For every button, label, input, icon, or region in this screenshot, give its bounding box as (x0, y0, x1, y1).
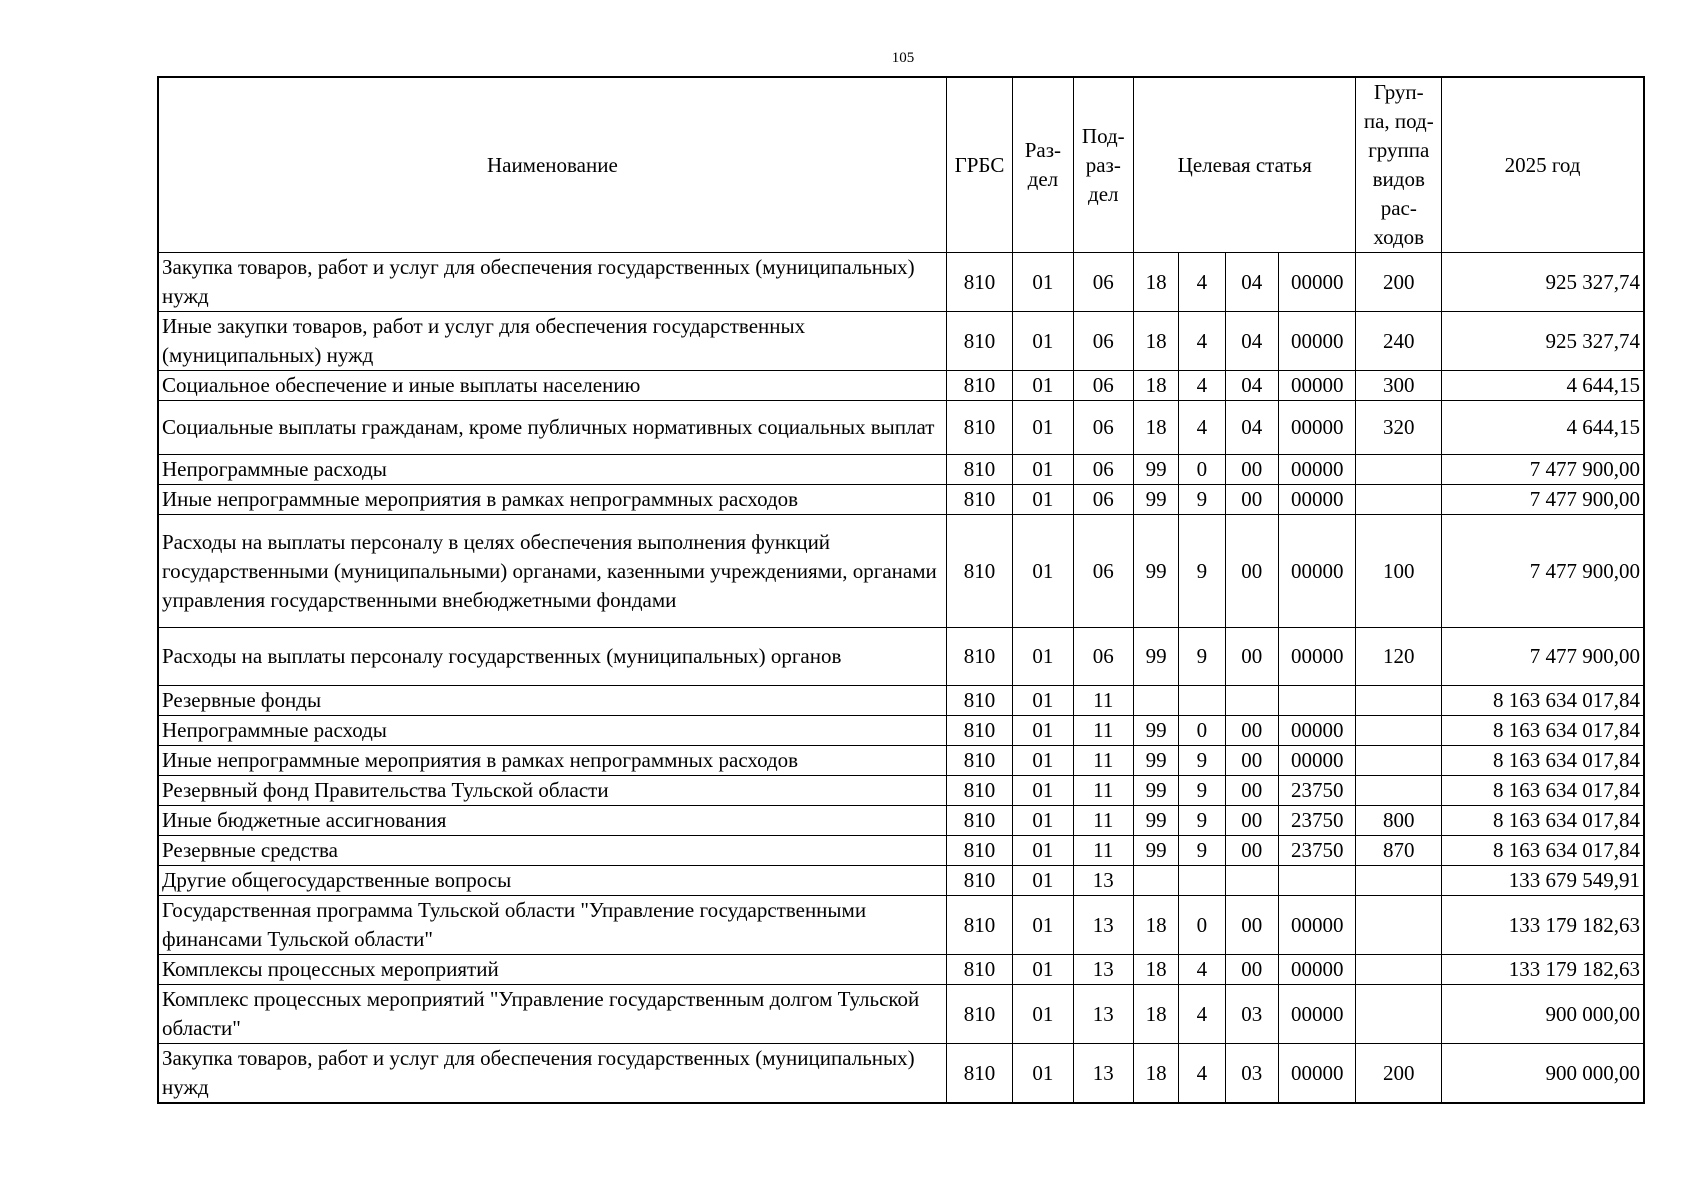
row-target-program-cell: 99 (1133, 485, 1178, 515)
row-target-program-cell (1133, 866, 1178, 896)
row-amount-cell: 900 000,00 (1442, 1044, 1644, 1104)
row-target-program-cell: 99 (1133, 836, 1178, 866)
row-target-program-cell: 99 (1133, 455, 1178, 485)
row-expense-group-cell (1356, 955, 1442, 985)
row-target-program-cell: 18 (1133, 312, 1178, 371)
row-amount-cell: 8 163 634 017,84 (1442, 806, 1644, 836)
table-row (158, 401, 1644, 455)
row-razdel-cell: 01 (1013, 746, 1073, 776)
row-grbs-cell: 810 (946, 515, 1012, 628)
row-target-direction-cell: 00000 (1278, 746, 1356, 776)
row-target-direction-cell: 00000 (1278, 896, 1356, 955)
table-row (158, 716, 1644, 746)
row-target-subprogram-cell (1225, 866, 1278, 896)
row-target-type-cell: 9 (1179, 776, 1225, 806)
row-target-subprogram-cell: 03 (1225, 985, 1278, 1044)
row-target-subprogram-cell: 00 (1225, 776, 1278, 806)
row-expense-group-cell (1356, 686, 1442, 716)
row-target-program-cell: 99 (1133, 746, 1178, 776)
row-target-direction-cell: 23750 (1278, 776, 1356, 806)
row-target-program-cell: 99 (1133, 716, 1178, 746)
table-row (158, 1044, 1644, 1104)
row-expense-group-cell (1356, 485, 1442, 515)
row-target-direction-cell: 00000 (1278, 515, 1356, 628)
table-row (158, 746, 1644, 776)
row-amount-cell: 8 163 634 017,84 (1442, 746, 1644, 776)
row-target-subprogram-cell: 00 (1225, 515, 1278, 628)
row-target-type-cell: 4 (1179, 955, 1225, 985)
row-target-direction-cell: 00000 (1278, 371, 1356, 401)
row-expense-group-cell (1356, 896, 1442, 955)
row-target-type-cell: 4 (1179, 985, 1225, 1044)
row-amount-cell: 925 327,74 (1442, 253, 1644, 312)
row-podrazdel-cell: 06 (1073, 628, 1133, 686)
row-podrazdel-cell: 06 (1073, 515, 1133, 628)
row-target-direction-cell (1278, 866, 1356, 896)
row-podrazdel-cell: 13 (1073, 896, 1133, 955)
row-target-program-cell: 18 (1133, 1044, 1178, 1104)
row-target-type-cell: 4 (1179, 253, 1225, 312)
row-expense-group-cell: 320 (1356, 401, 1442, 455)
table-row (158, 985, 1644, 1044)
table-row (158, 253, 1644, 312)
table-row (158, 686, 1644, 716)
row-name-cell: Резервный фонд Правительства Тульской области (158, 776, 946, 806)
row-target-subprogram-cell: 00 (1225, 716, 1278, 746)
row-target-subprogram-cell: 00 (1225, 628, 1278, 686)
table-row (158, 515, 1644, 628)
row-razdel-cell: 01 (1013, 985, 1073, 1044)
row-expense-group-cell: 240 (1356, 312, 1442, 371)
row-podrazdel-cell: 11 (1073, 836, 1133, 866)
row-razdel-cell: 01 (1013, 1044, 1073, 1104)
row-name-cell: Иные непрограммные мероприятия в рамках непрограммных расходов (158, 485, 946, 515)
row-razdel-cell: 01 (1013, 401, 1073, 455)
row-razdel-cell: 01 (1013, 955, 1073, 985)
row-target-program-cell: 99 (1133, 806, 1178, 836)
row-target-program-cell: 18 (1133, 401, 1178, 455)
row-podrazdel-cell: 11 (1073, 806, 1133, 836)
row-razdel-cell: 01 (1013, 836, 1073, 866)
row-name-cell: Закупка товаров, работ и услуг для обеспечения государственных (муниципальных) нужд (158, 1044, 946, 1104)
row-name-cell: Резервные фонды (158, 686, 946, 716)
row-expense-group-cell (1356, 455, 1442, 485)
header-year-2025: 2025 год (1442, 77, 1644, 253)
row-target-program-cell (1133, 686, 1178, 716)
row-razdel-cell: 01 (1013, 515, 1073, 628)
row-grbs-cell: 810 (946, 985, 1012, 1044)
row-target-direction-cell: 23750 (1278, 806, 1356, 836)
row-podrazdel-cell: 13 (1073, 985, 1133, 1044)
row-amount-cell: 8 163 634 017,84 (1442, 686, 1644, 716)
row-target-program-cell: 99 (1133, 776, 1178, 806)
header-podrazdel: Под- раз- дел (1073, 77, 1133, 253)
row-grbs-cell: 810 (946, 866, 1012, 896)
row-razdel-cell: 01 (1013, 628, 1073, 686)
row-podrazdel-cell: 13 (1073, 1044, 1133, 1104)
row-target-direction-cell: 00000 (1278, 1044, 1356, 1104)
row-target-type-cell: 9 (1179, 628, 1225, 686)
row-amount-cell: 133 679 549,91 (1442, 866, 1644, 896)
row-razdel-cell: 01 (1013, 776, 1073, 806)
row-target-type-cell: 4 (1179, 1044, 1225, 1104)
row-razdel-cell: 01 (1013, 866, 1073, 896)
row-podrazdel-cell: 11 (1073, 716, 1133, 746)
row-target-type-cell: 4 (1179, 371, 1225, 401)
row-podrazdel-cell: 11 (1073, 746, 1133, 776)
row-podrazdel-cell: 06 (1073, 371, 1133, 401)
row-razdel-cell: 01 (1013, 455, 1073, 485)
row-grbs-cell: 810 (946, 253, 1012, 312)
header-expense-group: Груп- па, под- группа видов рас- ходов (1356, 77, 1442, 253)
row-expense-group-cell: 100 (1356, 515, 1442, 628)
row-name-cell: Государственная программа Тульской области "Управление государственными финансами Тульской области" (158, 896, 946, 955)
row-target-subprogram-cell: 04 (1225, 401, 1278, 455)
row-target-direction-cell: 00000 (1278, 485, 1356, 515)
row-target-subprogram-cell: 00 (1225, 746, 1278, 776)
row-target-program-cell: 18 (1133, 253, 1178, 312)
row-podrazdel-cell: 06 (1073, 401, 1133, 455)
table-body (158, 253, 1644, 1104)
row-amount-cell: 8 163 634 017,84 (1442, 836, 1644, 866)
table-row (158, 485, 1644, 515)
row-target-subprogram-cell: 00 (1225, 896, 1278, 955)
row-target-subprogram-cell (1225, 686, 1278, 716)
row-target-type-cell: 9 (1179, 485, 1225, 515)
row-grbs-cell: 810 (946, 1044, 1012, 1104)
row-amount-cell: 900 000,00 (1442, 985, 1644, 1044)
row-target-subprogram-cell: 03 (1225, 1044, 1278, 1104)
header-target-article: Целевая статья (1133, 77, 1356, 253)
row-target-direction-cell: 23750 (1278, 836, 1356, 866)
row-razdel-cell: 01 (1013, 253, 1073, 312)
row-name-cell: Расходы на выплаты персоналу в целях обеспечения выполнения функций государственными (муниципальными) органами, казенными учреждениями, органами управления государственными внебюджетными фондами (158, 515, 946, 628)
row-target-type-cell: 0 (1179, 455, 1225, 485)
row-target-direction-cell: 00000 (1278, 985, 1356, 1044)
row-grbs-cell: 810 (946, 628, 1012, 686)
row-grbs-cell: 810 (946, 896, 1012, 955)
row-razdel-cell: 01 (1013, 485, 1073, 515)
table-row (158, 806, 1644, 836)
row-name-cell: Другие общегосударственные вопросы (158, 866, 946, 896)
row-target-direction-cell (1278, 686, 1356, 716)
table-row (158, 776, 1644, 806)
row-grbs-cell: 810 (946, 401, 1012, 455)
row-expense-group-cell: 870 (1356, 836, 1442, 866)
row-target-direction-cell: 00000 (1278, 401, 1356, 455)
row-amount-cell: 4 644,15 (1442, 401, 1644, 455)
table-row (158, 955, 1644, 985)
row-target-direction-cell: 00000 (1278, 455, 1356, 485)
row-name-cell: Резервные средства (158, 836, 946, 866)
table-row (158, 455, 1644, 485)
row-razdel-cell: 01 (1013, 371, 1073, 401)
row-target-subprogram-cell: 00 (1225, 836, 1278, 866)
row-target-type-cell: 9 (1179, 746, 1225, 776)
table-row (158, 836, 1644, 866)
row-expense-group-cell: 200 (1356, 1044, 1442, 1104)
row-target-program-cell: 99 (1133, 628, 1178, 686)
row-podrazdel-cell: 13 (1073, 955, 1133, 985)
row-target-subprogram-cell: 04 (1225, 253, 1278, 312)
table-row (158, 312, 1644, 371)
row-name-cell: Закупка товаров, работ и услуг для обеспечения государственных (муниципальных) нужд (158, 253, 946, 312)
row-grbs-cell: 810 (946, 955, 1012, 985)
row-target-type-cell (1179, 686, 1225, 716)
row-expense-group-cell (1356, 716, 1442, 746)
row-expense-group-cell (1356, 776, 1442, 806)
row-podrazdel-cell: 13 (1073, 866, 1133, 896)
row-expense-group-cell: 120 (1356, 628, 1442, 686)
row-target-type-cell: 0 (1179, 896, 1225, 955)
table-row (158, 896, 1644, 955)
row-razdel-cell: 01 (1013, 716, 1073, 746)
row-target-type-cell: 0 (1179, 716, 1225, 746)
table-row (158, 371, 1644, 401)
row-expense-group-cell: 200 (1356, 253, 1442, 312)
row-expense-group-cell: 300 (1356, 371, 1442, 401)
row-razdel-cell: 01 (1013, 896, 1073, 955)
row-podrazdel-cell: 06 (1073, 485, 1133, 515)
row-grbs-cell: 810 (946, 312, 1012, 371)
row-grbs-cell: 810 (946, 485, 1012, 515)
header-razdel: Раз- дел (1013, 77, 1073, 253)
row-amount-cell: 8 163 634 017,84 (1442, 716, 1644, 746)
budget-table (157, 76, 1645, 1104)
row-target-subprogram-cell: 00 (1225, 485, 1278, 515)
row-name-cell: Социальное обеспечение и иные выплаты населению (158, 371, 946, 401)
row-target-program-cell: 18 (1133, 955, 1178, 985)
row-target-direction-cell: 00000 (1278, 628, 1356, 686)
row-target-subprogram-cell: 00 (1225, 806, 1278, 836)
row-target-type-cell: 9 (1179, 515, 1225, 628)
row-name-cell: Иные бюджетные ассигнования (158, 806, 946, 836)
row-target-direction-cell: 00000 (1278, 253, 1356, 312)
header-grbs: ГРБС (946, 77, 1012, 253)
row-amount-cell: 7 477 900,00 (1442, 485, 1644, 515)
row-amount-cell: 7 477 900,00 (1442, 455, 1644, 485)
row-grbs-cell: 810 (946, 686, 1012, 716)
row-amount-cell: 8 163 634 017,84 (1442, 776, 1644, 806)
row-grbs-cell: 810 (946, 836, 1012, 866)
row-razdel-cell: 01 (1013, 312, 1073, 371)
row-target-program-cell: 99 (1133, 515, 1178, 628)
row-name-cell: Непрограммные расходы (158, 716, 946, 746)
row-podrazdel-cell: 06 (1073, 312, 1133, 371)
row-podrazdel-cell: 11 (1073, 776, 1133, 806)
row-podrazdel-cell: 06 (1073, 253, 1133, 312)
row-grbs-cell: 810 (946, 806, 1012, 836)
row-razdel-cell: 01 (1013, 686, 1073, 716)
row-amount-cell: 4 644,15 (1442, 371, 1644, 401)
row-target-subprogram-cell: 04 (1225, 371, 1278, 401)
row-expense-group-cell: 800 (1356, 806, 1442, 836)
row-target-type-cell: 9 (1179, 836, 1225, 866)
row-target-direction-cell: 00000 (1278, 955, 1356, 985)
header-name: Наименование (158, 77, 946, 253)
row-target-direction-cell: 00000 (1278, 312, 1356, 371)
row-target-subprogram-cell: 04 (1225, 312, 1278, 371)
row-name-cell: Иные закупки товаров, работ и услуг для обеспечения государственных (муниципальных) нужд (158, 312, 946, 371)
row-expense-group-cell (1356, 746, 1442, 776)
page-number: 105 (891, 50, 915, 66)
row-name-cell: Социальные выплаты гражданам, кроме публичных нормативных социальных выплат (158, 401, 946, 455)
row-target-type-cell: 4 (1179, 401, 1225, 455)
row-grbs-cell: 810 (946, 776, 1012, 806)
row-target-type-cell: 4 (1179, 312, 1225, 371)
row-target-subprogram-cell: 00 (1225, 455, 1278, 485)
row-name-cell: Иные непрограммные мероприятия в рамках непрограммных расходов (158, 746, 946, 776)
row-amount-cell: 7 477 900,00 (1442, 628, 1644, 686)
row-grbs-cell: 810 (946, 455, 1012, 485)
row-grbs-cell: 810 (946, 716, 1012, 746)
row-name-cell: Расходы на выплаты персоналу государственных (муниципальных) органов (158, 628, 946, 686)
row-amount-cell: 133 179 182,63 (1442, 955, 1644, 985)
row-amount-cell: 7 477 900,00 (1442, 515, 1644, 628)
row-amount-cell: 925 327,74 (1442, 312, 1644, 371)
row-grbs-cell: 810 (946, 371, 1012, 401)
row-expense-group-cell (1356, 866, 1442, 896)
row-podrazdel-cell: 11 (1073, 686, 1133, 716)
row-podrazdel-cell: 06 (1073, 455, 1133, 485)
row-expense-group-cell (1356, 985, 1442, 1044)
row-name-cell: Комплекс процессных мероприятий "Управление государственным долгом Тульской области" (158, 985, 946, 1044)
row-target-type-cell: 9 (1179, 806, 1225, 836)
row-razdel-cell: 01 (1013, 806, 1073, 836)
row-target-program-cell: 18 (1133, 985, 1178, 1044)
row-amount-cell: 133 179 182,63 (1442, 896, 1644, 955)
row-target-subprogram-cell: 00 (1225, 955, 1278, 985)
row-name-cell: Комплексы процессных мероприятий (158, 955, 946, 985)
table-row (158, 628, 1644, 686)
row-target-program-cell: 18 (1133, 896, 1178, 955)
row-target-type-cell (1179, 866, 1225, 896)
row-name-cell: Непрограммные расходы (158, 455, 946, 485)
row-target-direction-cell: 00000 (1278, 716, 1356, 746)
row-grbs-cell: 810 (946, 746, 1012, 776)
row-target-program-cell: 18 (1133, 371, 1178, 401)
table-row (158, 866, 1644, 896)
